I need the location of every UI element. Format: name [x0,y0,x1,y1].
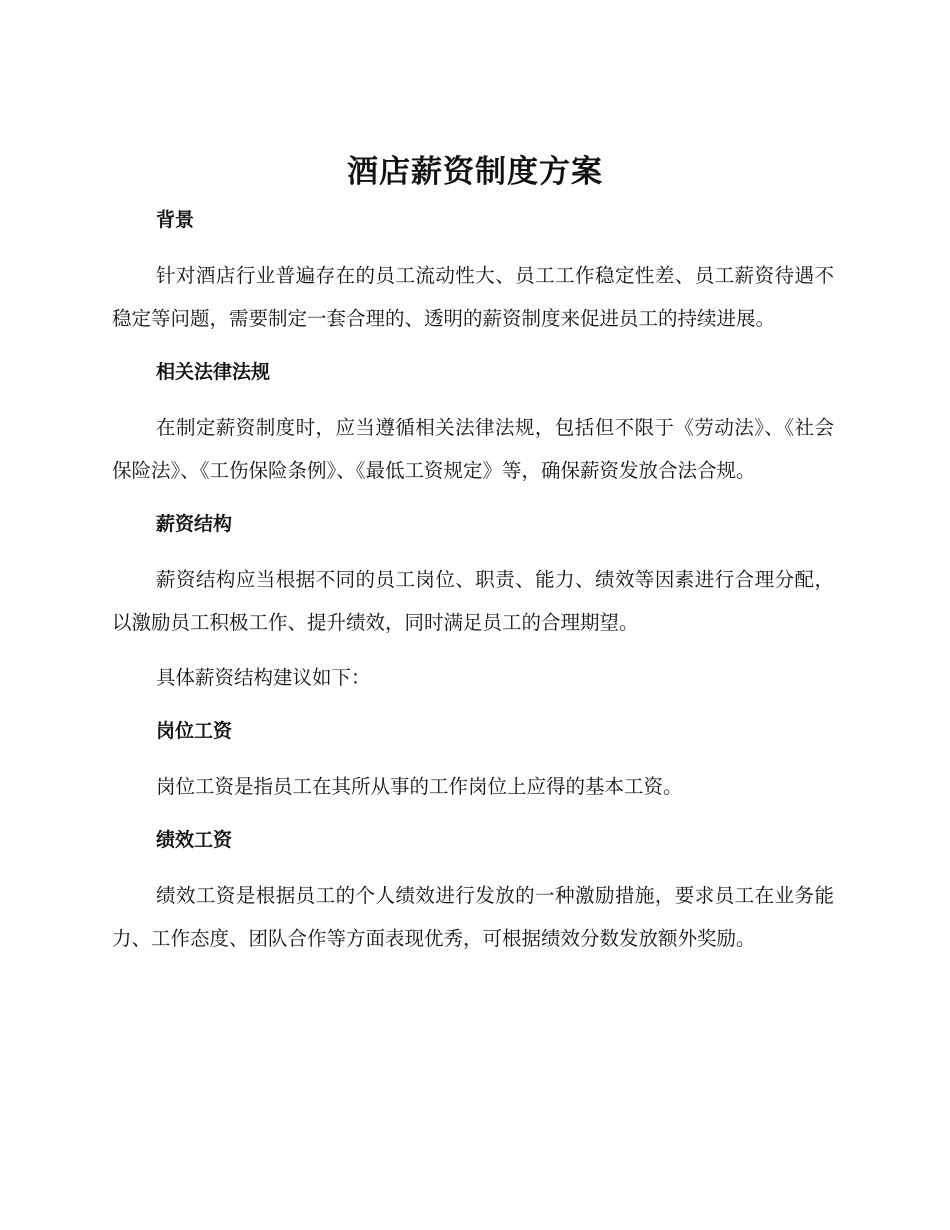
section-heading: 岗位工资 [156,720,233,742]
section-heading: 薪资结构 [156,513,233,535]
section-background [112,200,834,340]
section-heading: 相关法律法规 [156,361,271,383]
section-paragraph: 岗位工资是指员工在其所从事的工作岗位上应得的基本工资。 [156,775,683,798]
section-salary-structure [112,504,834,699]
section-paragraph: 针对酒店行业普遍存在的员工流动性大、员工工作稳定性差、员工薪资待遇不稳定等问题，需要制定一套合理的、透明的薪资制度来促进员工的持续进展。 [112,264,834,330]
section-heading: 背景 [156,209,195,231]
document-title: 酒店薪资制度方案 [347,154,603,190]
section-performance-wage [112,820,834,960]
document-body [112,200,834,972]
section-paragraph: 具体薪资结构建议如下： [156,666,371,689]
section-laws [112,352,834,492]
section-heading: 绩效工资 [156,829,233,851]
section-position-wage [112,711,834,808]
section-paragraph: 薪资结构应当根据不同的员工岗位、职责、能力、绩效等因素进行合理分配，以激励员工积极工作、提升绩效，同时满足员工的合理期望。 [112,568,834,634]
section-paragraph: 绩效工资是根据员工的个人绩效进行发放的一种激励措施，要求员工在业务能力、工作态度、团队合作等方面表现优秀，可根据绩效分数发放额外奖励。 [112,884,834,950]
section-paragraph: 在制定薪资制度时，应当遵循相关法律法规，包括但不限于《劳动法》、《社会保险法》、《工伤保险条例》、《最低工资规定》等，确保薪资发放合法合规。 [112,416,834,482]
